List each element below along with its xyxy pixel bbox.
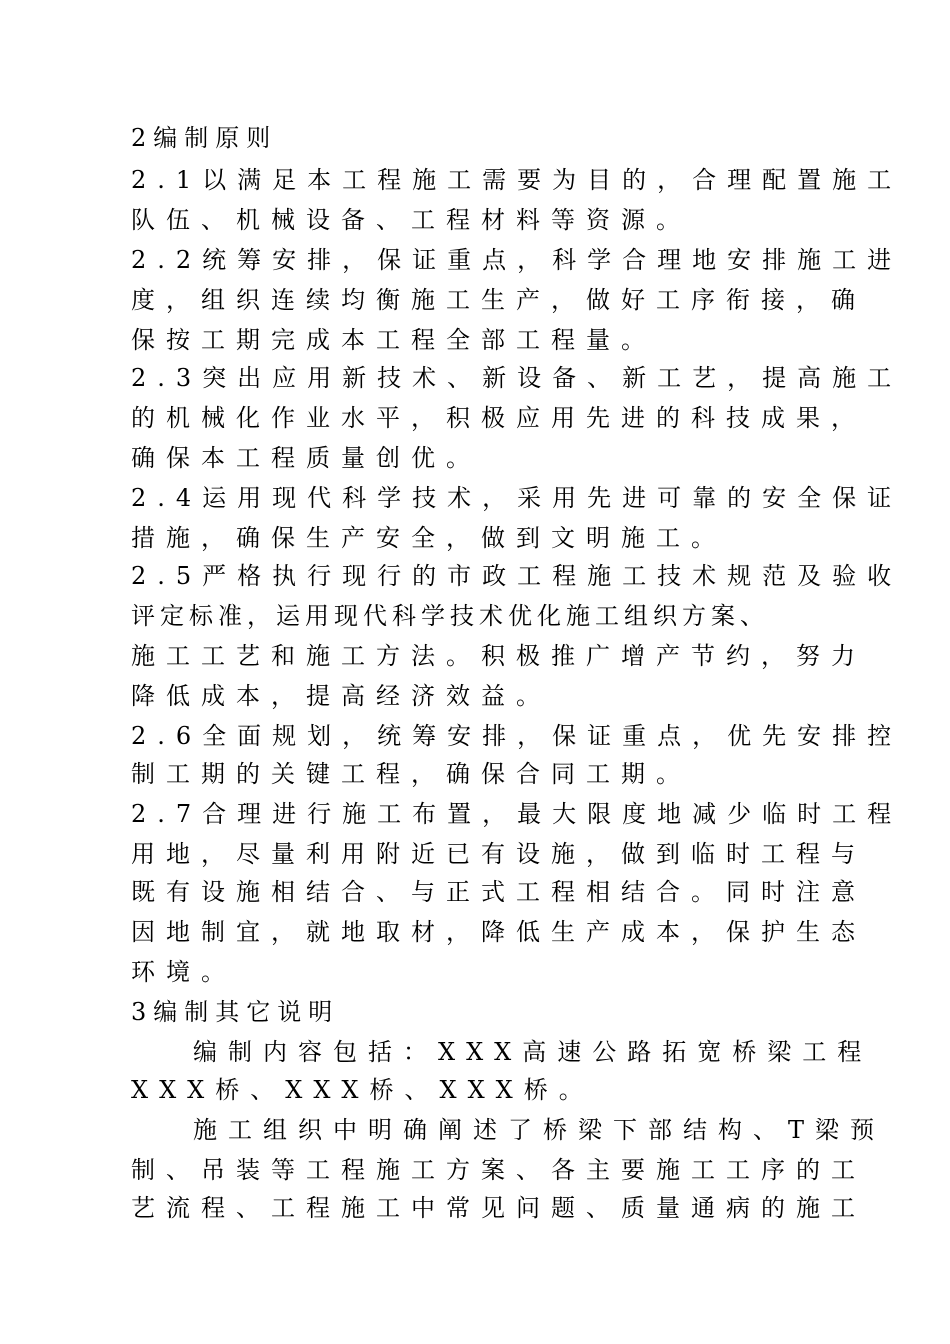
section-heading-3: 3编制其它说明 <box>131 998 340 1026</box>
paragraph-line: 因地制宜，就地取材，降低生产成本，保护生态 <box>131 918 866 946</box>
paragraph-line: 2.4运用现代科学技术，采用先进可靠的安全保证 <box>131 484 903 512</box>
paragraph-line: 艺流程、工程施工中常见问题、质量通病的施工 <box>131 1194 866 1222</box>
paragraph-line: 施工组织中明确阐述了桥梁下部结构、T梁预 <box>193 1116 886 1144</box>
paragraph-line: 的机械化作业水平，积极应用先进的科技成果， <box>131 404 866 432</box>
paragraph-line: 降低成本，提高经济效益。 <box>131 682 551 710</box>
paragraph-line: 施工工艺和施工方法。积极推广增产节约，努力 <box>131 642 866 670</box>
section-heading-2: 2编制原则 <box>131 124 278 152</box>
paragraph-line: 2.1以满足本工程施工需要为目的，合理配置施工 <box>131 166 903 194</box>
paragraph-line: 措施，确保生产安全，做到文明施工。 <box>131 524 726 552</box>
paragraph-line: 评定标准，运用现代科学技术优化施工组织方案、 <box>131 602 769 630</box>
paragraph-line: 用地，尽量利用附近已有设施，做到临时工程与 <box>131 840 866 868</box>
paragraph-line: 环境。 <box>131 958 236 986</box>
paragraph-line: 保按工期完成本工程全部工程量。 <box>131 326 656 354</box>
paragraph-line: 制工期的关键工程，确保合同工期。 <box>131 760 691 788</box>
paragraph-line: 2.5严格执行现行的市政工程施工技术规范及验收 <box>131 562 903 590</box>
paragraph-line: 2.7合理进行施工布置，最大限度地减少临时工程 <box>131 800 903 828</box>
paragraph-line: 2.2统筹安排，保证重点，科学合理地安排施工进 <box>131 246 903 274</box>
paragraph-line: 制、吊装等工程施工方案、各主要施工工序的工 <box>131 1156 866 1184</box>
paragraph-line: 编制内容包括：XXX高速公路拓宽桥梁工程 <box>193 1038 873 1066</box>
paragraph-line: 2.6全面规划，统筹安排，保证重点，优先安排控 <box>131 722 903 750</box>
paragraph-line: 既有设施相结合、与正式工程相结合。同时注意 <box>131 878 866 906</box>
paragraph-line: 确保本工程质量创优。 <box>131 444 481 472</box>
paragraph-line: 2.3突出应用新技术、新设备、新工艺，提高施工 <box>131 364 903 392</box>
paragraph-line: XXX桥、XXX桥、XXX桥。 <box>131 1076 594 1104</box>
paragraph-line: 度，组织连续均衡施工生产，做好工序衔接，确 <box>131 286 866 314</box>
paragraph-line: 队伍、机械设备、工程材料等资源。 <box>131 206 691 234</box>
